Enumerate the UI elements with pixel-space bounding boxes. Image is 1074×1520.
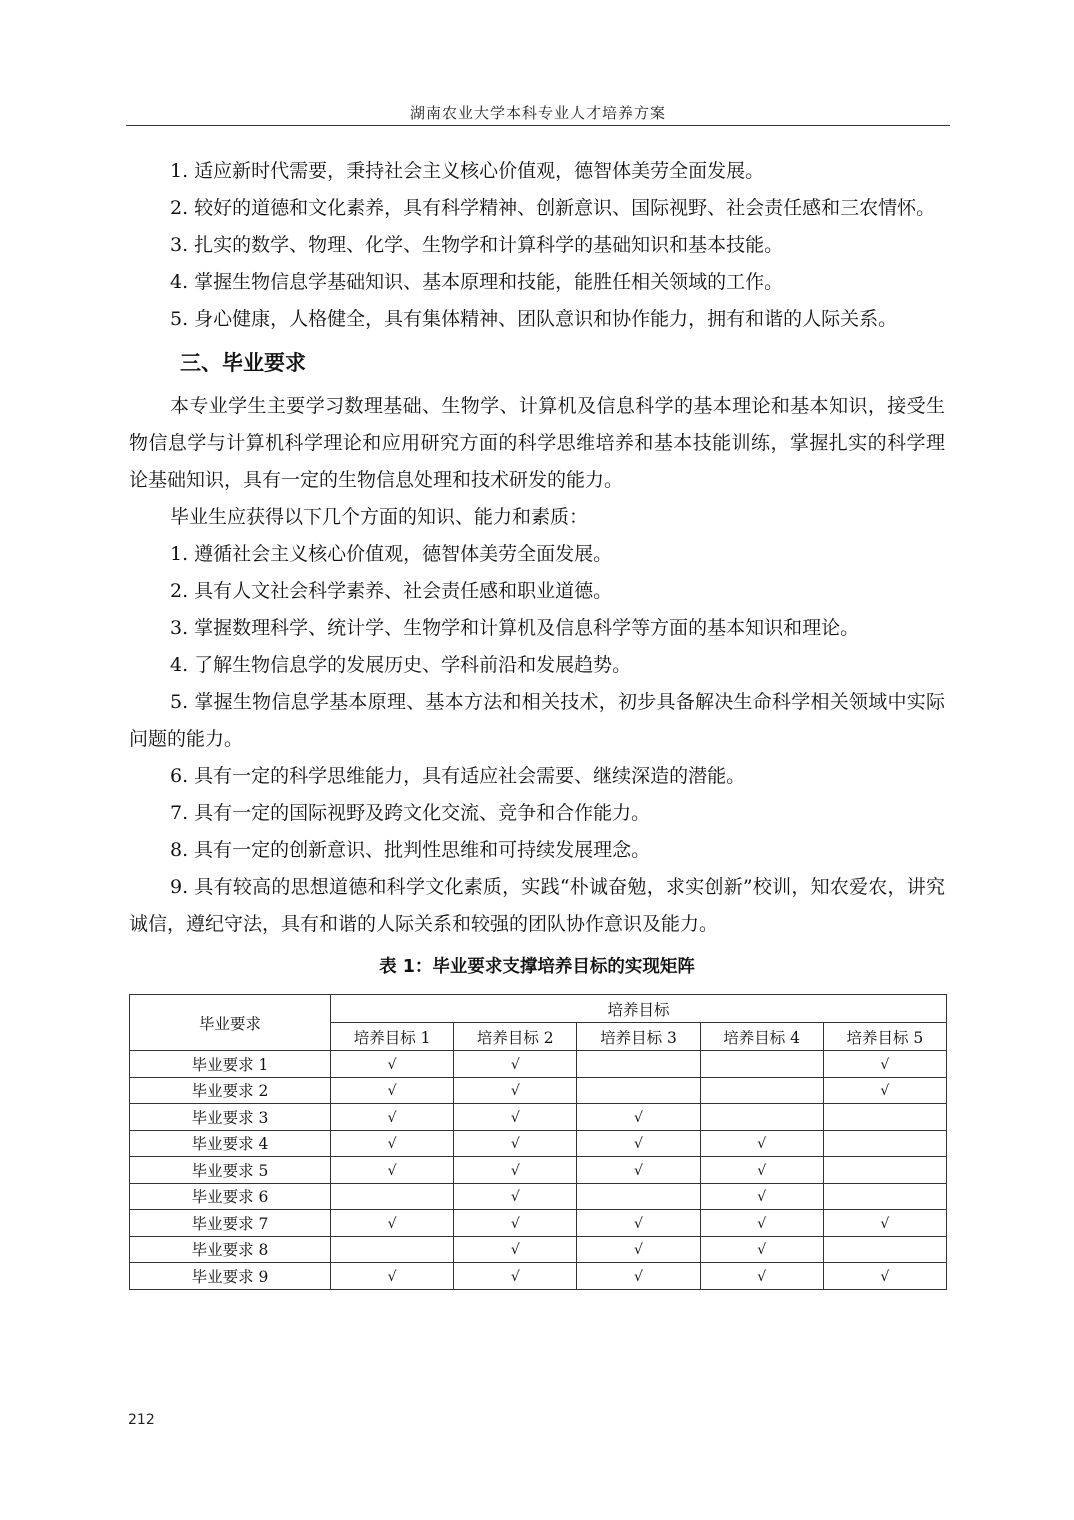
- requirement-item: 7. 具有一定的国际视野及跨文化交流、竞争和合作能力。: [170, 802, 651, 824]
- check-mark-icon: √: [634, 1162, 643, 1179]
- check-mark-icon: √: [880, 1056, 890, 1073]
- check-cell: [331, 1051, 454, 1078]
- row-label-cell: 毕业要求 8: [130, 1236, 331, 1263]
- row-label-cell: 毕业要求 5: [130, 1157, 331, 1184]
- check-mark-icon: √: [757, 1242, 767, 1259]
- requirements-lead: 毕业生应获得以下几个方面的知识、能力和素质：: [170, 506, 589, 528]
- check-mark-icon: √: [510, 1056, 520, 1073]
- page-number: 212: [128, 1412, 155, 1428]
- row-label-cell: 毕业要求 6: [130, 1183, 331, 1210]
- header-divider: [126, 125, 950, 126]
- requirement-item: 2. 具有人文社会科学素养、社会责任感和职业道德。: [170, 580, 613, 602]
- check-cell: [700, 1157, 823, 1184]
- objective-item: 5. 身心健康，人格健全，具有集体精神、团队意识和协作能力，拥有和谐的人际关系。: [170, 308, 898, 330]
- column-header-cell: 培养目标 4: [700, 1023, 823, 1051]
- table-row: [130, 1157, 947, 1184]
- check-mark-icon: √: [880, 1215, 890, 1232]
- check-cell: [577, 1210, 700, 1237]
- check-cell: [700, 1210, 823, 1237]
- check-mark-icon: √: [634, 1136, 643, 1153]
- empty-cell: [700, 1077, 823, 1104]
- check-cell: [454, 1236, 577, 1263]
- check-mark-icon: √: [510, 1136, 520, 1153]
- requirement-item: 8. 具有一定的创新意识、批判性思维和可持续发展理念。: [170, 839, 651, 861]
- check-cell: [700, 1130, 823, 1157]
- check-cell: [454, 1104, 577, 1131]
- check-cell: [700, 1236, 823, 1263]
- empty-cell: [823, 1236, 946, 1263]
- check-cell: [454, 1157, 577, 1184]
- check-cell: [700, 1263, 823, 1290]
- check-cell: [454, 1263, 577, 1290]
- check-cell: [700, 1183, 823, 1210]
- row-label-cell: 毕业要求 4: [130, 1130, 331, 1157]
- check-cell: [823, 1077, 946, 1104]
- check-mark-icon: √: [634, 1268, 643, 1285]
- empty-cell: [331, 1236, 454, 1263]
- empty-cell: [823, 1104, 946, 1131]
- check-mark-icon: √: [510, 1109, 520, 1126]
- check-cell: [577, 1104, 700, 1131]
- column-header-cell: 培养目标 1: [331, 1023, 454, 1051]
- row-label-cell: 毕业要求 2: [130, 1077, 331, 1104]
- table-row: [130, 1183, 947, 1210]
- empty-cell: [823, 1157, 946, 1184]
- check-mark-icon: √: [387, 1215, 397, 1232]
- check-cell: [331, 1077, 454, 1104]
- check-mark-icon: √: [387, 1268, 397, 1285]
- requirement-item: 6. 具有一定的科学思维能力，具有适应社会需要、继续深造的潜能。: [170, 765, 746, 787]
- row-label-cell: 毕业要求 7: [130, 1210, 331, 1237]
- empty-cell: [331, 1183, 454, 1210]
- section-heading: 三、毕业要求: [180, 351, 306, 375]
- check-mark-icon: √: [510, 1268, 520, 1285]
- table-row: [130, 1104, 947, 1131]
- table-row: [130, 1051, 947, 1078]
- check-cell: [454, 1183, 577, 1210]
- check-mark-icon: √: [510, 1215, 520, 1232]
- check-cell: [331, 1157, 454, 1184]
- check-cell: [823, 1051, 946, 1078]
- empty-cell: [700, 1051, 823, 1078]
- table-row: [130, 1236, 947, 1263]
- empty-cell: [823, 1130, 946, 1157]
- check-cell: [331, 1130, 454, 1157]
- check-mark-icon: √: [757, 1268, 767, 1285]
- row-label-cell: 毕业要求 9: [130, 1263, 331, 1290]
- empty-cell: [577, 1051, 700, 1078]
- requirement-item: 1. 遵循社会主义核心价值观，德智体美劳全面发展。: [170, 543, 613, 565]
- check-mark-icon: √: [757, 1215, 767, 1232]
- check-cell: [454, 1210, 577, 1237]
- check-cell: [454, 1077, 577, 1104]
- page-header-title: 湖南农业大学本科专业人才培养方案: [409, 104, 666, 122]
- column-header-cell: 培养目标 2: [454, 1023, 577, 1051]
- check-mark-icon: √: [387, 1136, 397, 1153]
- requirement-item: 3. 掌握数理科学、统计学、生物学和计算机及信息科学等方面的基本知识和理论。: [170, 617, 860, 639]
- check-cell: [331, 1263, 454, 1290]
- check-mark-icon: √: [387, 1162, 397, 1179]
- check-mark-icon: √: [387, 1083, 397, 1100]
- row-header-cell: 毕业要求: [130, 995, 331, 1051]
- table-row: [130, 1210, 947, 1237]
- check-cell: [577, 1236, 700, 1263]
- check-mark-icon: √: [634, 1215, 643, 1232]
- check-mark-icon: √: [880, 1268, 890, 1285]
- check-cell: [577, 1157, 700, 1184]
- check-cell: [823, 1263, 946, 1290]
- check-mark-icon: √: [757, 1189, 767, 1206]
- empty-cell: [700, 1104, 823, 1131]
- requirement-item: 9. 具有较高的思想道德和科学文化素质，实践“朴诚奋勉，求实创新”校训，知农爱农，讲究诚信，遵纪守法，具有和谐的人际关系和较强的团队协作意识及能力。: [129, 876, 945, 935]
- check-mark-icon: √: [510, 1189, 520, 1206]
- table-row: [130, 1077, 947, 1104]
- check-cell: [331, 1104, 454, 1131]
- objective-item: 3. 扎实的数学、物理、化学、生物学和计算科学的基础知识和基本技能。: [170, 234, 784, 256]
- objective-item: 1. 适应新时代需要，秉持社会主义核心价值观，德智体美劳全面发展。: [170, 160, 765, 182]
- table-row: [130, 1130, 947, 1157]
- column-header-cell: 培养目标 3: [577, 1023, 700, 1051]
- matrix-body: [130, 1051, 947, 1290]
- check-mark-icon: √: [757, 1162, 767, 1179]
- check-cell: [577, 1263, 700, 1290]
- check-cell: [454, 1051, 577, 1078]
- requirement-item: 4. 了解生物信息学的发展历史、学科前沿和发展趋势。: [170, 654, 632, 676]
- check-mark-icon: √: [387, 1109, 397, 1126]
- check-mark-icon: √: [880, 1083, 890, 1100]
- table-row: [130, 1263, 947, 1290]
- check-mark-icon: √: [510, 1242, 520, 1259]
- check-mark-icon: √: [634, 1242, 643, 1259]
- row-label-cell: 毕业要求 1: [130, 1051, 331, 1078]
- check-mark-icon: √: [757, 1136, 767, 1153]
- objective-item: 4. 掌握生物信息学基础知识、基本原理和技能，能胜任相关领域的工作。: [170, 271, 784, 293]
- support-matrix-table: [129, 994, 947, 1290]
- check-cell: [331, 1210, 454, 1237]
- empty-cell: [577, 1183, 700, 1210]
- row-label-cell: 毕业要求 3: [130, 1104, 331, 1131]
- check-mark-icon: √: [387, 1056, 397, 1073]
- requirement-item: 5. 掌握生物信息学基本原理、基本方法和相关技术，初步具备解决生命科学相关领域中实际问题的能力。: [129, 691, 945, 750]
- check-mark-icon: √: [634, 1109, 643, 1126]
- check-cell: [454, 1130, 577, 1157]
- check-mark-icon: √: [510, 1083, 520, 1100]
- empty-cell: [577, 1077, 700, 1104]
- section-intro: 本专业学生主要学习数理基础、生物学、计算机及信息科学的基本理论和基本知识，接受生物信息学与计算机科学理论和应用研究方面的科学思维培养和基本技能训练，掌握扎实的科学理论基础知识，具有一定的生物信息处理和技术研发的能力。: [129, 395, 945, 491]
- table-caption: 表 1：毕业要求支撑培养目标的实现矩阵: [379, 957, 695, 977]
- check-cell: [577, 1130, 700, 1157]
- column-header-cell: 培养目标 5: [823, 1023, 946, 1051]
- empty-cell: [823, 1183, 946, 1210]
- page-content: [129, 153, 945, 1290]
- group-header-cell: 培养目标: [331, 995, 947, 1023]
- check-cell: [823, 1210, 946, 1237]
- check-mark-icon: √: [510, 1162, 520, 1179]
- objective-item: 2. 较好的道德和文化素养，具有科学精神、创新意识、国际视野、社会责任感和三农情怀。: [170, 197, 936, 219]
